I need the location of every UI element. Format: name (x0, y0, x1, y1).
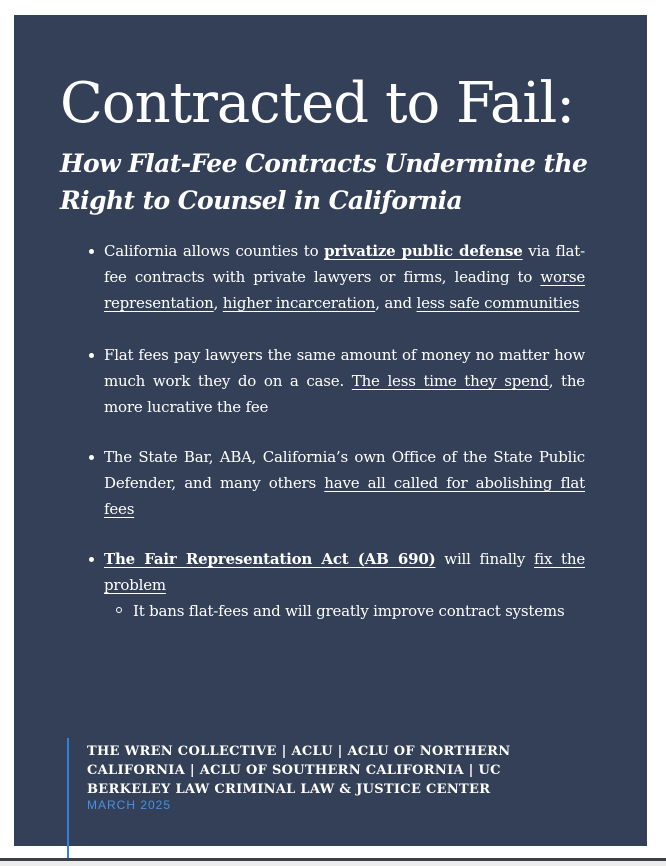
bullet-text: via flat-fee contracts with private lawyers or firms, leading to (104, 242, 585, 286)
document-subtitle: How Flat-Fee Contracts Undermine the Right to Counsel in California (60, 149, 588, 215)
sub-bullet-bans-flat-fees: It bans flat-fees and will greatly improve contract systems (104, 598, 585, 624)
less-safe-communities-link[interactable]: less safe communities (416, 294, 580, 312)
bullet-privatization (89, 238, 585, 316)
bullet-abolish-calls (89, 444, 585, 522)
page-bottom-rule (0, 858, 666, 866)
bullet-text: Flat fees pay lawyers the same amount of money no matter how much work they do on a case. (104, 346, 585, 390)
bullet-text: The State Bar, ABA, California’s own Office of the State Public Defender, and many others (104, 448, 585, 492)
bullet-flat-fees (89, 342, 585, 420)
document-title: Contracted to Fail: (60, 71, 575, 136)
bullet-text: , and (375, 294, 417, 312)
abolish-flat-fees-link[interactable]: have all called for abolishing flat fees (104, 474, 585, 518)
key-points-list (89, 238, 585, 648)
footer-accent-bar (67, 738, 69, 866)
footer-organizations: THE WREN COLLECTIVE | ACLU | ACLU OF NORTHERN CALIFORNIA | ACLU OF SOUTHERN CALIFORNIA | UC BERKELEY LAW CRIMINAL LAW & JUSTICE CENTER (87, 744, 511, 797)
bullet-text: California allows counties to (104, 242, 325, 260)
worse-representation-link[interactable]: worse representation (104, 268, 585, 312)
fix-problem-link[interactable]: fix the problem (104, 550, 585, 594)
higher-incarceration-link[interactable]: higher incarceration (222, 294, 376, 312)
privatize-link[interactable]: privatize public defense (324, 242, 523, 260)
bullet-text: , the more lucrative the fee (104, 372, 585, 416)
bullet-text: , (213, 294, 223, 312)
sub-bullet-list (104, 598, 585, 624)
less-time-link[interactable]: The less time they spend (351, 372, 549, 390)
bullet-text: will finally (435, 550, 534, 568)
bullet-fair-representation-act (89, 546, 585, 624)
ab690-link[interactable]: The Fair Representation Act (AB 690) (104, 550, 436, 568)
footer-date: MARCH 2025 (87, 798, 172, 812)
page-bottom-rule-dark (0, 858, 666, 861)
